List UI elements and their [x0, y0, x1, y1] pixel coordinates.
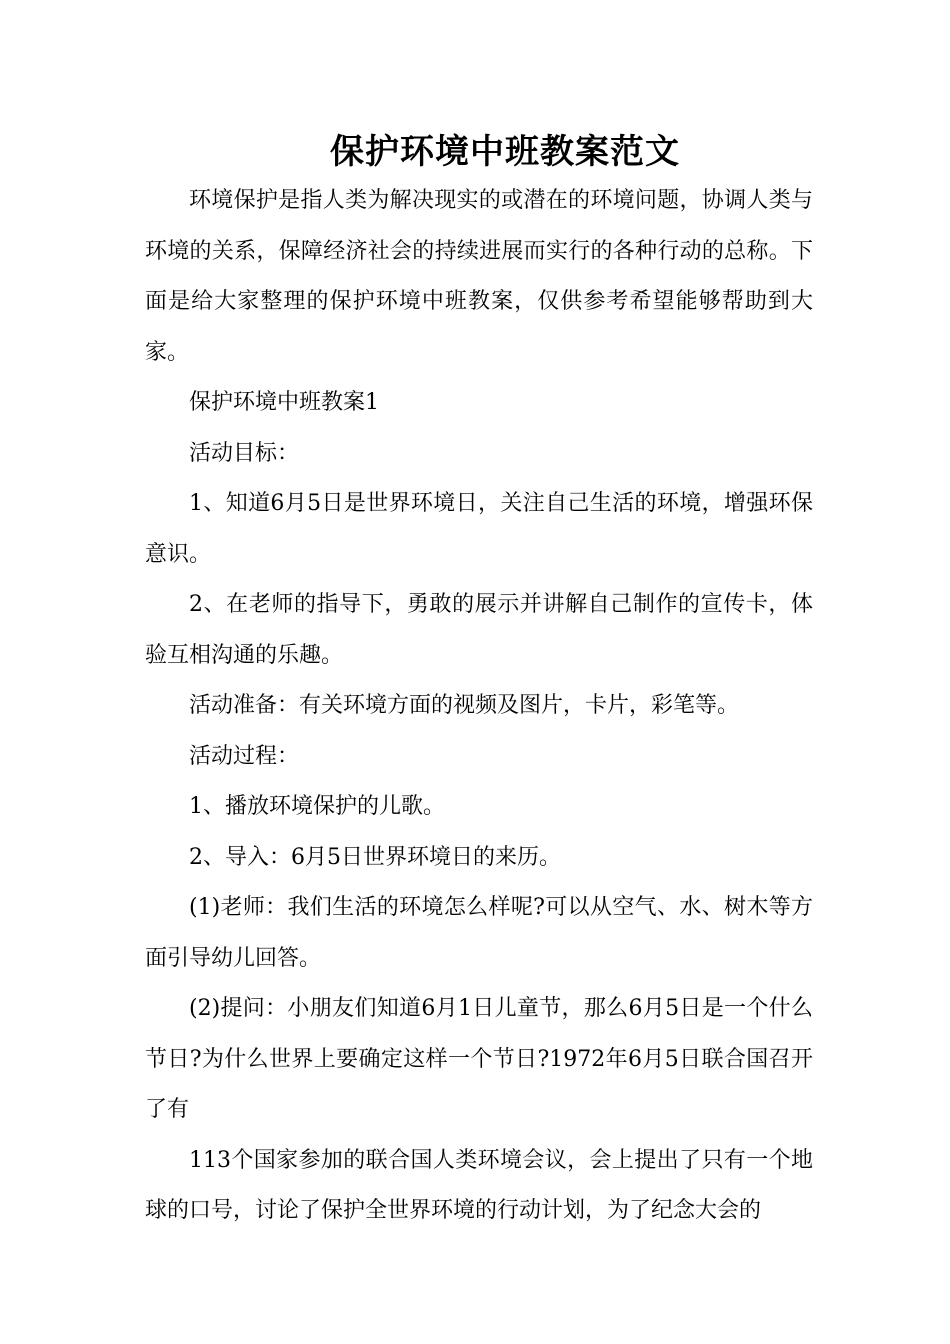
paragraph-goal-2: 2、在老师的指导下，勇敢的展示并讲解自己制作的宣传卡，体验互相沟通的乐趣。: [145, 592, 813, 668]
document-title: 保护环境中班教案范文: [330, 132, 680, 172]
paragraph-step-2-1: (1)老师：我们生活的环境怎么样呢?可以从空气、水、树木等方面引导幼儿回答。: [145, 895, 813, 971]
paragraph-continuation: 113个国家参加的联合国人类环境会议，会上提出了只有一个地球的口号，讨论了保护全世界环境的行动计划，为了纪念大会的: [145, 1147, 813, 1223]
paragraph-preparation: 活动准备：有关环境方面的视频及图片，卡片，彩笔等。: [189, 693, 740, 718]
paragraph-lesson-heading: 保护环境中班教案1: [189, 390, 379, 415]
paragraph-step-2-2: (2)提问：小朋友们知道6月1日儿童节，那么6月5日是一个什么节日?为什么世界上要确定这样一个节日?1972年6月5日联合国召开了有: [145, 996, 813, 1122]
paragraph-step-1: 1、播放环境保护的儿歌。: [189, 794, 445, 819]
paragraph-step-2: 2、导入：6月5日世界环境日的来历。: [189, 844, 561, 870]
paragraph-process-heading: 活动过程：: [189, 743, 300, 769]
paragraph-intro: 环境保护是指人类为解决现实的或潜在的环境问题，协调人类与环境的关系，保障经济社会的持续进展而实行的各种行动的总称。下面是给大家整理的保护环境中班教案，仅供参考希望能够帮助到大家。: [145, 188, 813, 365]
document-body: [145, 176, 813, 1237]
paragraph-goals-heading: 活动目标：: [189, 440, 300, 466]
paragraph-goal-1: 1、知道6月5日是世界环境日，关注自己生活的环境，增强环保意识。: [145, 491, 813, 567]
